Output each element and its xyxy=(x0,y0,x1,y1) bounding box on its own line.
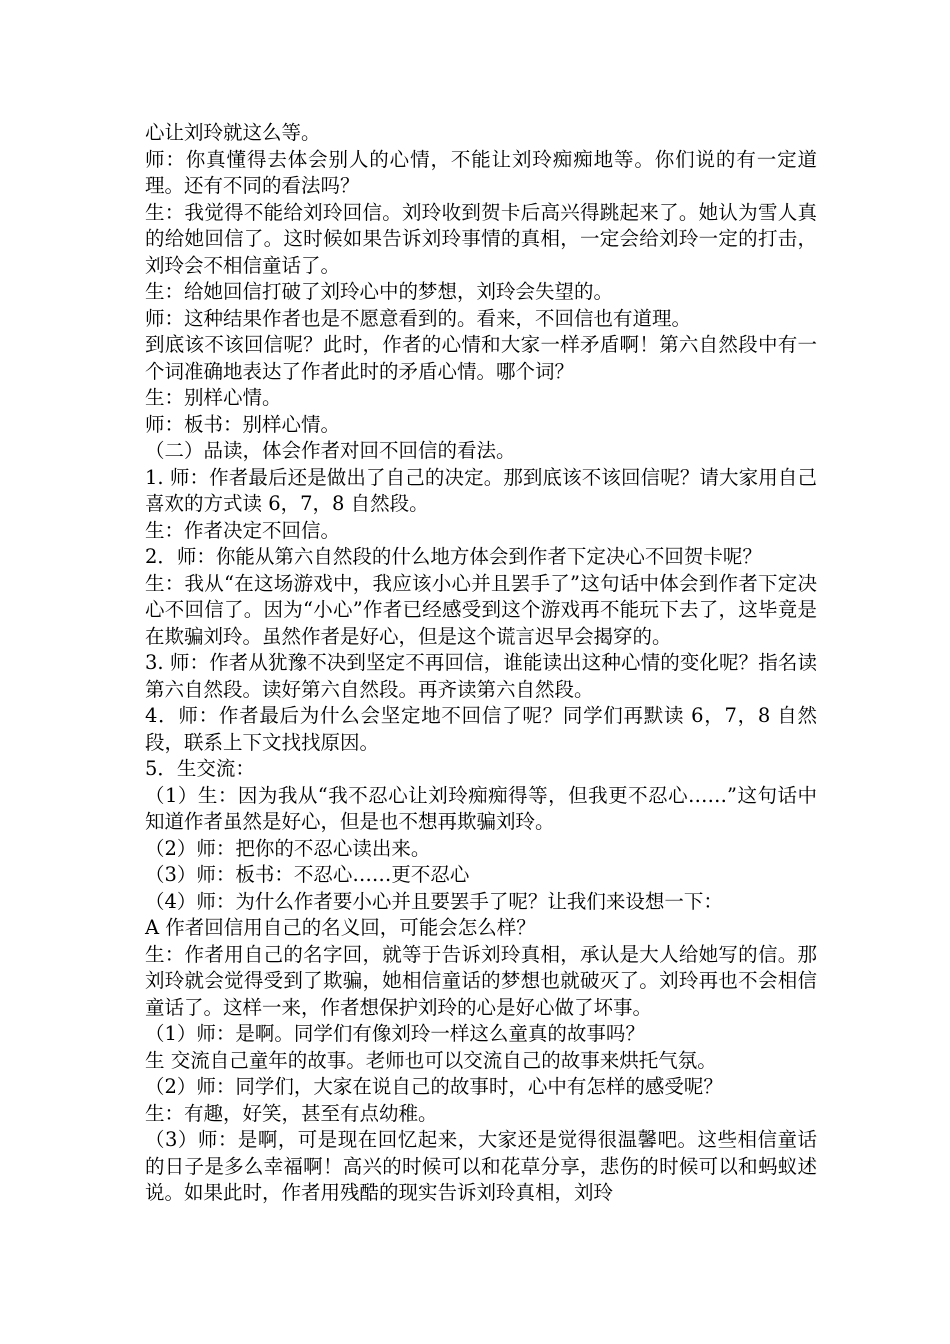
paragraph: 师：板书：别样心情。 xyxy=(145,412,341,436)
paragraph: 师：你真懂得去体会别人的心情，不能让刘玲痴痴地等。你们说的有一定道理。还有不同的看法吗？ xyxy=(145,147,817,197)
paragraph: （3）师：是啊，可是现在回忆起来，大家还是觉得很温馨吧。这些相信童话的日子是多么幸福啊！高兴的时候可以和花草分享，悲伤的时候可以和蚂蚁述说。如果此时，作者用残酷的现实告诉刘玲真相，刘玲 xyxy=(145,1128,817,1204)
paragraph: 生：我觉得不能给刘玲回信。刘玲收到贺卡后高兴得跳起来了。她认为雪人真的给她回信了。这时候如果告诉刘玲事情的真相，一定会给刘玲一定的打击，刘玲会不相信童话了。 xyxy=(145,200,817,277)
paragraph: 生：作者用自己的名字回，就等于告诉刘玲真相，承认是大人给她写的信。那刘玲就会觉得受到了欺骗，她相信童话的梦想也就破灭了。刘玲再也不会相信童话了。这样一来，作者想保护刘玲的心是好心做了坏事。 xyxy=(145,942,817,1019)
paragraph: 生：给她回信打破了刘玲心中的梦想，刘玲会失望的。 xyxy=(145,280,614,303)
section-heading: （二）品读，体会作者对回不回信的看法。 xyxy=(145,439,516,462)
paragraph: 生 交流自己童年的故事。老师也可以交流自己的故事来烘托气氛。 xyxy=(145,1048,717,1072)
paragraph: （1）师：是啊。同学们有像刘玲一样这么童真的故事吗？ xyxy=(145,1022,645,1045)
paragraph: 生：别样心情。 xyxy=(145,386,282,409)
paragraph: 1. 师：作者最后还是做出了自己的决定。那到底该不该回信呢？请大家用自己喜欢的方式读 6，7，8 自然段。 xyxy=(145,465,817,515)
paragraph: 到底该不该回信呢？此时，作者的心情和大家一样矛盾啊！第六自然段中有一个词准确地表达了作者此时的矛盾心情。哪个词？ xyxy=(145,333,817,383)
paragraph: （2）师：同学们，大家在说自己的故事时，心中有怎样的感受呢？ xyxy=(145,1075,723,1098)
paragraph: 生：有趣，好笑，甚至有点幼稚。 xyxy=(145,1101,438,1125)
paragraph: 3. 师：作者从犹豫不决到坚定不再回信，谁能读出这种心情的变化呢？指名读第六自然段。读好第六自然段。再齐读第六自然段。 xyxy=(145,651,817,701)
paragraph: （1）生：因为我从“我不忍心让刘玲痴痴得等，但我更不忍心……”这句话中知道作者虽然是好心，但是也不想再欺骗刘玲。 xyxy=(145,783,817,833)
paragraph: A 作者回信用自己的名义回，可能会怎么样？ xyxy=(145,916,536,939)
paragraph: 4．师：作者最后为什么会坚定地不回信了呢？同学们再默读 6，7，8 自然段，联系上下文找找原因。 xyxy=(145,704,817,754)
paragraph: 生：我从“在这场游戏中，我应该小心并且罢手了”这句话中体会到作者下定决心不回信了。因为“小心”作者已经感受到这个游戏再不能玩下去了，这毕竟是在欺骗刘玲。虽然作者是好心，但是这个谎言迟早会揭穿的。 xyxy=(145,571,817,648)
paragraph: （4）师：为什么作者要小心并且要罢手了呢？让我们来设想一下： xyxy=(145,889,723,913)
paragraph: 生：作者决定不回信。 xyxy=(145,518,341,542)
paragraph: 师：这种结果作者也是不愿意看到的。看来，不回信也有道理。 xyxy=(145,306,692,330)
paragraph: （2）师：把你的不忍心读出来。 xyxy=(145,836,431,860)
document-body xyxy=(145,120,817,1207)
paragraph: 心让刘玲就这么等。 xyxy=(145,121,321,144)
paragraph: 2．师：你能从第六自然段的什么地方体会到作者下定决心不回贺卡呢？ xyxy=(145,545,762,568)
paragraph: 5．生交流： xyxy=(145,757,255,780)
paragraph: （3）师：板书：不忍心……更不忍心 xyxy=(145,863,470,886)
